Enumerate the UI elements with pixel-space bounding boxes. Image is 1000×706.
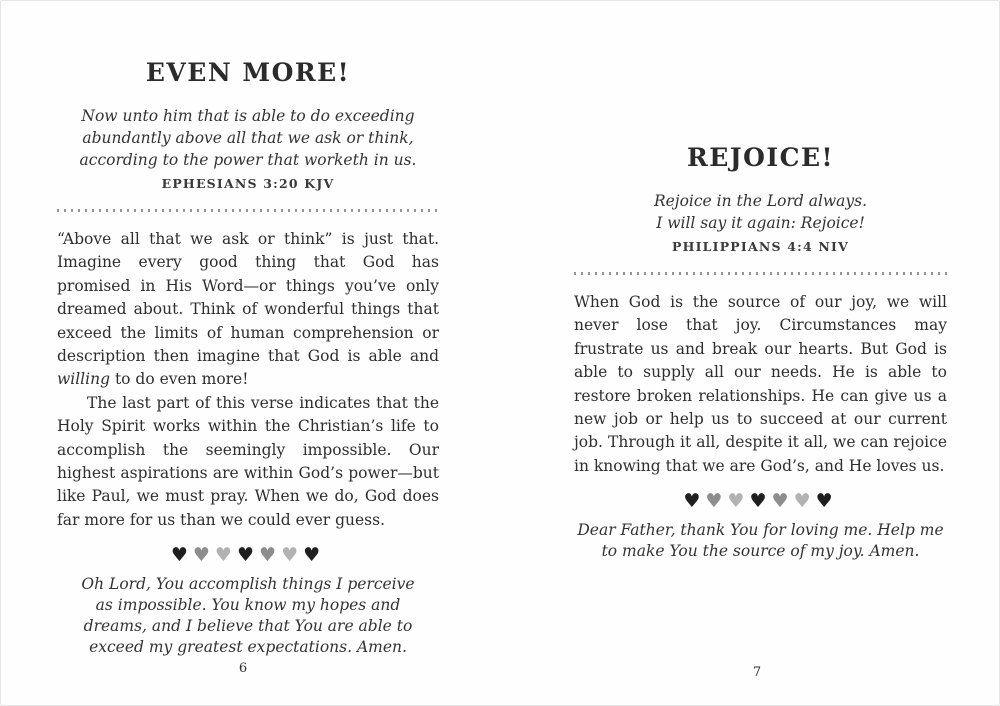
heart-icon: ♥ [771, 490, 794, 513]
heart-icon: ♥ [793, 490, 816, 513]
verse-line: Now unto him that is able to do exceeding [81, 107, 415, 125]
body-paragraph: When God is the source of our joy, we will never lose that joy. Circumstances may frustrate us and break our hearts. But God is able to supply all our needs. He is able to restore broken relationships. He can give us a new job or help us to succeed at our current job. Through it all, despite it all, we can rejoice in knowing that we are God’s, and He loves us. [574, 293, 947, 475]
verse-line: according to the power that worketh in us. [79, 151, 417, 169]
scripture-verse-left [57, 105, 439, 171]
heart-icon: ♥ [214, 544, 237, 567]
verse-line: abundantly above all that we ask or think, [82, 129, 414, 147]
heart-icon: ♥ [259, 544, 282, 567]
heart-icon: ♥ [815, 490, 838, 513]
paragraph-text: to do even more! [110, 370, 249, 389]
page-left [57, 59, 439, 658]
page-title-left: EVEN MORE! [145, 58, 351, 87]
body-paragraph [57, 228, 439, 392]
paragraph-italic-word: willing [57, 370, 111, 389]
page-title-right: REJOICE! [686, 143, 835, 172]
verse-reference-right: PHILIPPIANS 4:4 NIV [672, 239, 849, 254]
heart-icon: ♥ [192, 544, 215, 567]
dotted-divider-left [57, 209, 439, 212]
prayer-left [57, 574, 439, 658]
prayer-line: Oh Lord, You accomplish things I perceive [81, 575, 415, 594]
hearts-divider-left [57, 545, 439, 565]
heart-icon: ♥ [749, 490, 772, 513]
heart-icon: ♥ [281, 544, 304, 567]
prayer-line: dreams, and I believe that You are able to [83, 617, 413, 636]
hearts-divider-right [574, 491, 947, 511]
prayer-line: as impossible. You know my hopes and [95, 596, 401, 615]
paragraph-text: “Above all that we ask or think” is just that. Imagine every good thing that God has promised in His Word—or things you’ve only dreamed about. Think of wonderful things that exceed the limits of human comprehension or description then imagine that God is able and [57, 230, 439, 366]
heart-icon: ♥ [303, 544, 326, 567]
heart-icon: ♥ [170, 544, 193, 567]
verse-line: Rejoice in the Lord always. [653, 192, 868, 210]
heart-icon: ♥ [705, 490, 728, 513]
prayer-line: exceed my greatest expectations. Amen. [89, 638, 407, 657]
heart-icon: ♥ [727, 490, 750, 513]
prayer-right [574, 520, 947, 562]
prayer-line: to make You the source of my joy. Amen. [601, 542, 920, 561]
verse-reference-left: EPHESIANS 3:20 KJV [161, 176, 335, 191]
dotted-divider-right [574, 272, 947, 275]
body-paragraph: The last part of this verse indicates that the Holy Spirit works within the Christian’s life to accomplish the seemingly impossible. Our highest aspirations are within God’s power—but like Paul, we must pray. When we do, God does far more for us than we could ever guess. [57, 393, 439, 529]
heart-icon: ♥ [236, 544, 260, 567]
prayer-line: Dear Father, thank You for loving me. Help me [577, 521, 944, 540]
verse-line: I will say it again: Rejoice! [656, 214, 865, 232]
scripture-verse-right [574, 190, 947, 234]
page-right [574, 144, 947, 562]
page-number-left: 6 [238, 661, 248, 676]
heart-icon: ♥ [683, 490, 706, 513]
page-number-right: 7 [752, 665, 762, 680]
